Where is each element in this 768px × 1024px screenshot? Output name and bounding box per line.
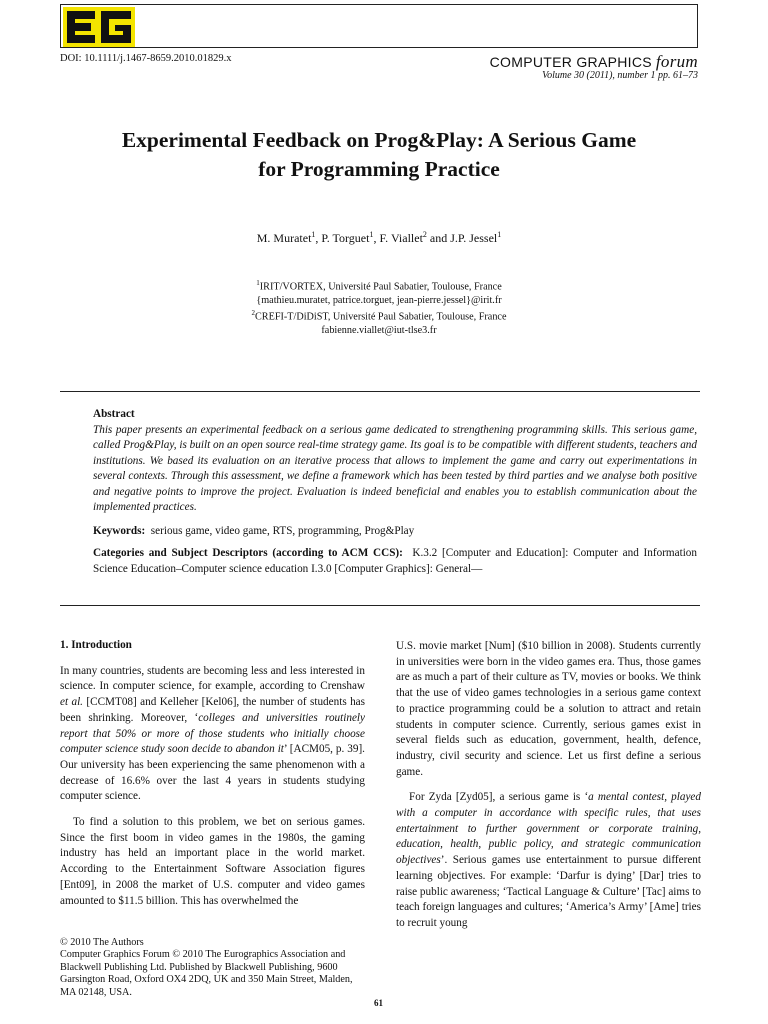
p1-part-c: ’ [ACM05, p. 39]. Our university has been experiencing the same phenomenon with a decrease of 16.6% over the last 4 years in students studying computer science. [60, 743, 365, 803]
author-4-sup: 1 [497, 230, 502, 239]
author-3-sup: 2 [422, 230, 427, 239]
eurographics-logo [63, 7, 135, 47]
title-line-1: Experimental Feedback on Prog&Play: A Serious Game [121, 128, 637, 152]
affiliation-2-text: CREFI-T/DiDiST, Université Paul Sabatier, Toulouse, France [255, 311, 507, 323]
keywords-list: serious game, video game, RTS, programming, Prog&Play [150, 524, 415, 537]
left-column [60, 638, 365, 919]
p1-part-b: [CCMT08] and Kelleher [Kel06], the number of students has been shrinking. Moreover, ‘ [60, 696, 365, 724]
affiliation-2-sup: 2 [251, 309, 256, 318]
p1-etal: et al. [60, 696, 83, 709]
author-4: and J.P. Jessel [426, 231, 498, 245]
journal-forum: forum [655, 52, 698, 71]
affiliation-2-email: fabienne.viallet@iut-tlse3.fr [321, 325, 437, 337]
ccs-label: Categories and Subject Descriptors (according to ACM CCS): [93, 547, 403, 559]
bottom-rule [60, 605, 700, 606]
author-1: M. Muratet [256, 231, 312, 245]
p4-part-b: ’. Serious games use entertainment to pursue different learning objectives. For example: ‘Darfur is dying’ [Dar] tries to raise public awareness; ‘Tactical Language & Culture’ [Tac] aims to teach foreign languages and cultures; ‘America’s Army’ [Ame] tries to recruit young [396, 854, 701, 929]
copyright-line-1: © 2010 The Authors [60, 937, 144, 948]
intro-paragraph-3: U.S. movie market [Num] ($10 billion in 2008). Students currently in universities were born in the video games era. Thus, those games are as much a part of their culture as TV, movies or books. We think that the use of video games technologies in a serious game context to practice programming could be a solution to attract and retain students in computer science. Currently, serious games exist in several fields such as education, government, health, defence, industry, civil security and science. Let us first define a serious game. [396, 640, 701, 778]
author-3: , F. Viallet [373, 231, 423, 245]
top-rule [60, 391, 700, 392]
header-frame [60, 4, 698, 48]
volume-info: Volume 30 (2011), number 1 pp. 61–73 [542, 70, 698, 81]
p4-quote: a mental contest, played with a computer in accordance with specific rules, that uses entertainment to further government or corporate training, education, health, public policy, and strategic communication objectives [396, 791, 701, 867]
intro-paragraph-4 [396, 790, 701, 931]
abstract-section [93, 407, 697, 577]
author-list [60, 230, 698, 246]
copyright-footer [60, 937, 360, 999]
page-number: 61 [374, 998, 383, 1008]
affiliation-2 [60, 307, 698, 324]
paper-title [60, 126, 698, 184]
p4-part-a: For Zyda [Zyd05], a serious game is ‘ [409, 791, 589, 804]
affiliation-1-sup: 1 [256, 279, 260, 287]
p1-part-a: In many countries, students are becoming less and less interested in science. In computer science, for example, according to Crenshaw [60, 664, 365, 693]
journal-name [490, 52, 698, 72]
affiliation-1 [60, 277, 698, 294]
affiliation-1-email: {mathieu.muratet, patrice.torguet, jean-pierre.jessel}@irit.fr [256, 294, 502, 306]
section-heading: 1. Introduction [60, 639, 132, 651]
ccs-text: K.3.2 [Computer and Education]: Computer and Information Science Education–Computer science education I.3.0 [Computer Graphics]: General— [93, 547, 697, 575]
ccs-descriptors [93, 546, 697, 577]
title-line-2: for Programming Practice [258, 157, 500, 181]
author-2-sup: 1 [369, 230, 374, 239]
author-1-sup: 1 [311, 230, 316, 239]
copyright-line-2: Computer Graphics Forum © 2010 The Eurographics Association and Blackwell Publishing Ltd. Published by Blackwell Publishing, 9600 Garsington Road, Oxford OX4 2DQ, UK and 350 Main Street, Malden, MA 02148, USA. [60, 949, 353, 998]
keywords [93, 524, 697, 540]
author-2: , P. Torguet [315, 231, 370, 245]
affiliation-1-text: IRIT/VORTEX, Université Paul Sabatier, Toulouse, France [259, 281, 502, 293]
abstract-text: This paper presents an experimental feedback on a serious game dedicated to strengthening programming skills. This serious game, called Prog&Play, is built on an open source real-time strategy game. Its goal is to be compatible with different students, teachers and institutions. We based its evaluation on an iterative process that allows to implement the game and carry out experimentations in several contexts. Through this assessment, we define a framework which has been tested by third parties and we analyse both positive and negative points to improve the project. Evaluation is indeed beneficial and enables you to establish communication about the implemented practices. [93, 423, 697, 513]
p1-quote: colleges and universities routinely report that 50% or more of those students who initially choose computer science study soon decide to abandon it [60, 711, 365, 756]
right-column [396, 639, 701, 942]
eg-logo-mark [63, 7, 135, 47]
journal-title: COMPUTER GRAPHICS [489, 54, 652, 70]
affiliations [60, 277, 698, 338]
doi: DOI: 10.1111/j.1467-8659.2010.01829.x [60, 53, 232, 64]
keywords-label: Keywords: [93, 524, 146, 537]
intro-paragraph-1 [60, 664, 365, 805]
intro-paragraph-2: To find a solution to this problem, we bet on serious games. Since the first boom in video games in the 1980s, the gaming industry has held an important place in the world market. According to the Entertainment Software Association figures [Ent09], in 2008 the market of U.S. computer and video games amounted to $11.5 billion. This has overwhelmed the [60, 816, 365, 907]
abstract-heading: Abstract [93, 408, 135, 420]
